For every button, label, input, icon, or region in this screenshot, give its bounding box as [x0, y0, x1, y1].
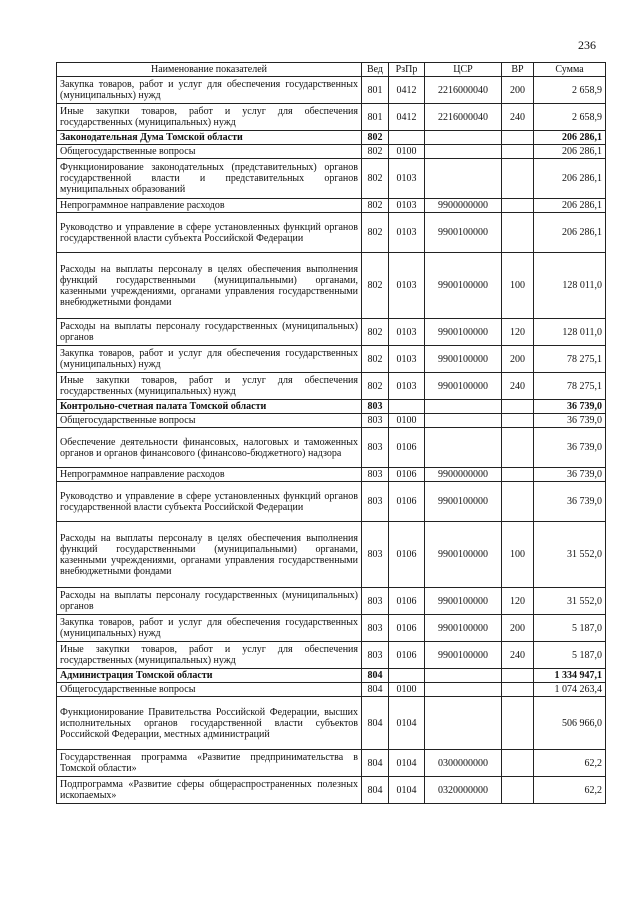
row-name-cell: Подпрограмма «Развитие сферы общераспространенных полезных ископаемых» — [57, 777, 362, 804]
table-row — [57, 697, 606, 750]
row-ved-cell: 803 — [362, 482, 389, 522]
row-vr-cell: 200 — [502, 346, 534, 373]
header-sum: Сумма — [534, 63, 606, 77]
row-rzpr-cell: 0106 — [389, 468, 425, 482]
row-rzpr-cell: 0104 — [389, 697, 425, 750]
row-name-cell: Расходы на выплаты персоналу в целях обеспечения выполнения функций государственными (муниципальными) органами, казенными учреждениями, органами управления государственными внебюджетными фондами — [57, 522, 362, 588]
row-rzpr-cell: 0103 — [389, 253, 425, 319]
table-row — [57, 77, 606, 104]
row-vr-cell: 200 — [502, 77, 534, 104]
row-ved-cell: 802 — [362, 319, 389, 346]
row-sum-cell: 31 552,0 — [534, 522, 606, 588]
row-vr-cell — [502, 145, 534, 159]
table-row — [57, 683, 606, 697]
row-csr-cell — [425, 159, 502, 199]
row-sum-cell: 206 286,1 — [534, 199, 606, 213]
row-csr-cell — [425, 683, 502, 697]
row-sum-cell: 2 658,9 — [534, 77, 606, 104]
row-ved-cell: 804 — [362, 777, 389, 804]
row-vr-cell — [502, 750, 534, 777]
row-vr-cell: 100 — [502, 253, 534, 319]
row-ved-cell: 801 — [362, 77, 389, 104]
row-csr-cell — [425, 131, 502, 145]
row-csr-cell: 9900100000 — [425, 642, 502, 669]
table-row — [57, 777, 606, 804]
row-rzpr-cell — [389, 669, 425, 683]
row-vr-cell: 240 — [502, 373, 534, 400]
row-rzpr-cell: 0106 — [389, 588, 425, 615]
row-rzpr-cell — [389, 131, 425, 145]
row-vr-cell — [502, 777, 534, 804]
row-csr-cell — [425, 414, 502, 428]
table-row — [57, 482, 606, 522]
row-sum-cell: 506 966,0 — [534, 697, 606, 750]
row-sum-cell: 1 074 263,4 — [534, 683, 606, 697]
table-row — [57, 131, 606, 145]
row-csr-cell: 9900000000 — [425, 468, 502, 482]
row-ved-cell: 802 — [362, 253, 389, 319]
row-ved-cell: 804 — [362, 697, 389, 750]
table-row — [57, 588, 606, 615]
row-csr-cell — [425, 428, 502, 468]
row-rzpr-cell: 0100 — [389, 414, 425, 428]
row-vr-cell — [502, 669, 534, 683]
row-name-cell: Расходы на выплаты персоналу государственных (муниципальных) органов — [57, 319, 362, 346]
row-rzpr-cell: 0103 — [389, 373, 425, 400]
row-csr-cell: 2216000040 — [425, 104, 502, 131]
row-sum-cell: 206 286,1 — [534, 213, 606, 253]
table-row — [57, 428, 606, 468]
table-row — [57, 253, 606, 319]
budget-table — [56, 62, 606, 804]
header-vr: ВР — [502, 63, 534, 77]
row-sum-cell: 206 286,1 — [534, 131, 606, 145]
row-csr-cell: 9900000000 — [425, 199, 502, 213]
row-name-cell: Иные закупки товаров, работ и услуг для обеспечения государственных (муниципальных) нужд — [57, 104, 362, 131]
row-vr-cell — [502, 400, 534, 414]
row-name-cell: Функционирование Правительства Российской Федерации, высших исполнительных органов государственной власти субъектов Российской Федерации, местных администраций — [57, 697, 362, 750]
row-name-cell: Контрольно-счетная палата Томской области — [57, 400, 362, 414]
row-sum-cell: 78 275,1 — [534, 346, 606, 373]
table-row — [57, 669, 606, 683]
row-name-cell: Иные закупки товаров, работ и услуг для обеспечения государственных (муниципальных) нужд — [57, 373, 362, 400]
row-vr-cell — [502, 697, 534, 750]
table-header-row — [57, 63, 606, 77]
row-name-cell: Обеспечение деятельности финансовых, налоговых и таможенных органов и органов финансового (финансово-бюджетного) надзора — [57, 428, 362, 468]
row-rzpr-cell: 0103 — [389, 159, 425, 199]
row-vr-cell — [502, 159, 534, 199]
table-row — [57, 213, 606, 253]
row-sum-cell: 78 275,1 — [534, 373, 606, 400]
table-row — [57, 199, 606, 213]
row-name-cell: Расходы на выплаты персоналу государственных (муниципальных) органов — [57, 588, 362, 615]
row-sum-cell: 62,2 — [534, 750, 606, 777]
row-csr-cell: 9900100000 — [425, 615, 502, 642]
row-vr-cell — [502, 468, 534, 482]
table-row — [57, 414, 606, 428]
row-ved-cell: 801 — [362, 104, 389, 131]
row-sum-cell: 5 187,0 — [534, 642, 606, 669]
row-name-cell: Иные закупки товаров, работ и услуг для обеспечения государственных (муниципальных) нужд — [57, 642, 362, 669]
header-ved: Вед — [362, 63, 389, 77]
row-csr-cell: 9900100000 — [425, 253, 502, 319]
table-row — [57, 642, 606, 669]
row-sum-cell: 36 739,0 — [534, 400, 606, 414]
row-name-cell: Функционирование законодательных (представительных) органов государственной власти и представительных органов муниципальных образований — [57, 159, 362, 199]
row-sum-cell: 128 011,0 — [534, 319, 606, 346]
row-csr-cell: 0320000000 — [425, 777, 502, 804]
row-csr-cell — [425, 145, 502, 159]
table-row — [57, 400, 606, 414]
row-vr-cell: 200 — [502, 615, 534, 642]
row-ved-cell: 802 — [362, 159, 389, 199]
row-vr-cell — [502, 131, 534, 145]
row-rzpr-cell: 0103 — [389, 319, 425, 346]
row-name-cell: Закупка товаров, работ и услуг для обеспечения государственных (муниципальных) нужд — [57, 615, 362, 642]
header-name: Наименование показателей — [57, 63, 362, 77]
row-sum-cell: 5 187,0 — [534, 615, 606, 642]
row-name-cell: Законодательная Дума Томской области — [57, 131, 362, 145]
row-sum-cell: 206 286,1 — [534, 145, 606, 159]
row-rzpr-cell: 0106 — [389, 642, 425, 669]
row-rzpr-cell: 0100 — [389, 683, 425, 697]
row-vr-cell: 240 — [502, 104, 534, 131]
header-rzpr: РзПр — [389, 63, 425, 77]
page-number: 236 — [578, 38, 596, 52]
row-ved-cell: 803 — [362, 522, 389, 588]
row-rzpr-cell: 0103 — [389, 213, 425, 253]
table-row — [57, 346, 606, 373]
row-name-cell: Администрация Томской области — [57, 669, 362, 683]
row-name-cell: Непрограммное направление расходов — [57, 199, 362, 213]
row-vr-cell — [502, 482, 534, 522]
row-ved-cell: 803 — [362, 428, 389, 468]
row-csr-cell: 9900100000 — [425, 213, 502, 253]
row-rzpr-cell: 0103 — [389, 199, 425, 213]
row-sum-cell: 36 739,0 — [534, 482, 606, 522]
row-rzpr-cell: 0106 — [389, 428, 425, 468]
row-rzpr-cell: 0100 — [389, 145, 425, 159]
row-csr-cell: 9900100000 — [425, 373, 502, 400]
row-ved-cell: 802 — [362, 213, 389, 253]
table-row — [57, 373, 606, 400]
row-csr-cell — [425, 669, 502, 683]
row-name-cell: Закупка товаров, работ и услуг для обеспечения государственных (муниципальных) нужд — [57, 77, 362, 104]
row-rzpr-cell: 0106 — [389, 615, 425, 642]
row-rzpr-cell: 0104 — [389, 777, 425, 804]
row-name-cell: Общегосударственные вопросы — [57, 683, 362, 697]
row-csr-cell — [425, 400, 502, 414]
row-sum-cell: 36 739,0 — [534, 414, 606, 428]
row-ved-cell: 803 — [362, 642, 389, 669]
row-ved-cell: 803 — [362, 468, 389, 482]
row-ved-cell: 802 — [362, 131, 389, 145]
row-rzpr-cell: 0103 — [389, 346, 425, 373]
row-csr-cell: 9900100000 — [425, 522, 502, 588]
row-name-cell: Расходы на выплаты персоналу в целях обеспечения выполнения функций государственными (муниципальными) органами, казенными учреждениями, органами управления государственными внебюджетными фондами — [57, 253, 362, 319]
row-ved-cell: 802 — [362, 199, 389, 213]
row-ved-cell: 802 — [362, 373, 389, 400]
row-csr-cell: 0300000000 — [425, 750, 502, 777]
row-csr-cell: 9900100000 — [425, 588, 502, 615]
row-vr-cell: 120 — [502, 588, 534, 615]
row-vr-cell — [502, 428, 534, 468]
table-row — [57, 159, 606, 199]
table-body — [57, 77, 606, 804]
row-name-cell: Общегосударственные вопросы — [57, 145, 362, 159]
row-name-cell: Государственная программа «Развитие предпринимательства в Томской области» — [57, 750, 362, 777]
row-vr-cell — [502, 199, 534, 213]
row-rzpr-cell: 0412 — [389, 77, 425, 104]
row-name-cell: Непрограммное направление расходов — [57, 468, 362, 482]
row-sum-cell: 36 739,0 — [534, 428, 606, 468]
row-csr-cell: 2216000040 — [425, 77, 502, 104]
row-sum-cell: 128 011,0 — [534, 253, 606, 319]
row-sum-cell: 36 739,0 — [534, 468, 606, 482]
row-csr-cell: 9900100000 — [425, 482, 502, 522]
table-row — [57, 104, 606, 131]
row-ved-cell: 803 — [362, 400, 389, 414]
table-row — [57, 522, 606, 588]
row-rzpr-cell: 0106 — [389, 522, 425, 588]
row-ved-cell: 804 — [362, 669, 389, 683]
row-rzpr-cell: 0104 — [389, 750, 425, 777]
row-rzpr-cell: 0106 — [389, 482, 425, 522]
row-rzpr-cell — [389, 400, 425, 414]
row-csr-cell — [425, 697, 502, 750]
row-ved-cell: 803 — [362, 414, 389, 428]
row-ved-cell: 802 — [362, 346, 389, 373]
row-sum-cell: 1 334 947,1 — [534, 669, 606, 683]
row-ved-cell: 804 — [362, 683, 389, 697]
table-row — [57, 615, 606, 642]
row-name-cell: Закупка товаров, работ и услуг для обеспечения государственных (муниципальных) нужд — [57, 346, 362, 373]
row-sum-cell: 31 552,0 — [534, 588, 606, 615]
row-ved-cell: 803 — [362, 615, 389, 642]
row-name-cell: Общегосударственные вопросы — [57, 414, 362, 428]
row-name-cell: Руководство и управление в сфере установленных функций органов государственной власти субъекта Российской Федерации — [57, 213, 362, 253]
row-vr-cell — [502, 683, 534, 697]
row-vr-cell: 100 — [502, 522, 534, 588]
row-sum-cell: 62,2 — [534, 777, 606, 804]
row-sum-cell: 2 658,9 — [534, 104, 606, 131]
table-row — [57, 145, 606, 159]
row-csr-cell: 9900100000 — [425, 319, 502, 346]
row-vr-cell: 120 — [502, 319, 534, 346]
table-row — [57, 750, 606, 777]
row-vr-cell — [502, 213, 534, 253]
row-name-cell: Руководство и управление в сфере установленных функций органов государственной власти субъекта Российской Федерации — [57, 482, 362, 522]
table-row — [57, 319, 606, 346]
row-vr-cell — [502, 414, 534, 428]
table-row — [57, 468, 606, 482]
row-vr-cell: 240 — [502, 642, 534, 669]
row-ved-cell: 804 — [362, 750, 389, 777]
row-sum-cell: 206 286,1 — [534, 159, 606, 199]
header-csr: ЦСР — [425, 63, 502, 77]
row-rzpr-cell: 0412 — [389, 104, 425, 131]
row-ved-cell: 803 — [362, 588, 389, 615]
row-csr-cell: 9900100000 — [425, 346, 502, 373]
row-ved-cell: 802 — [362, 145, 389, 159]
